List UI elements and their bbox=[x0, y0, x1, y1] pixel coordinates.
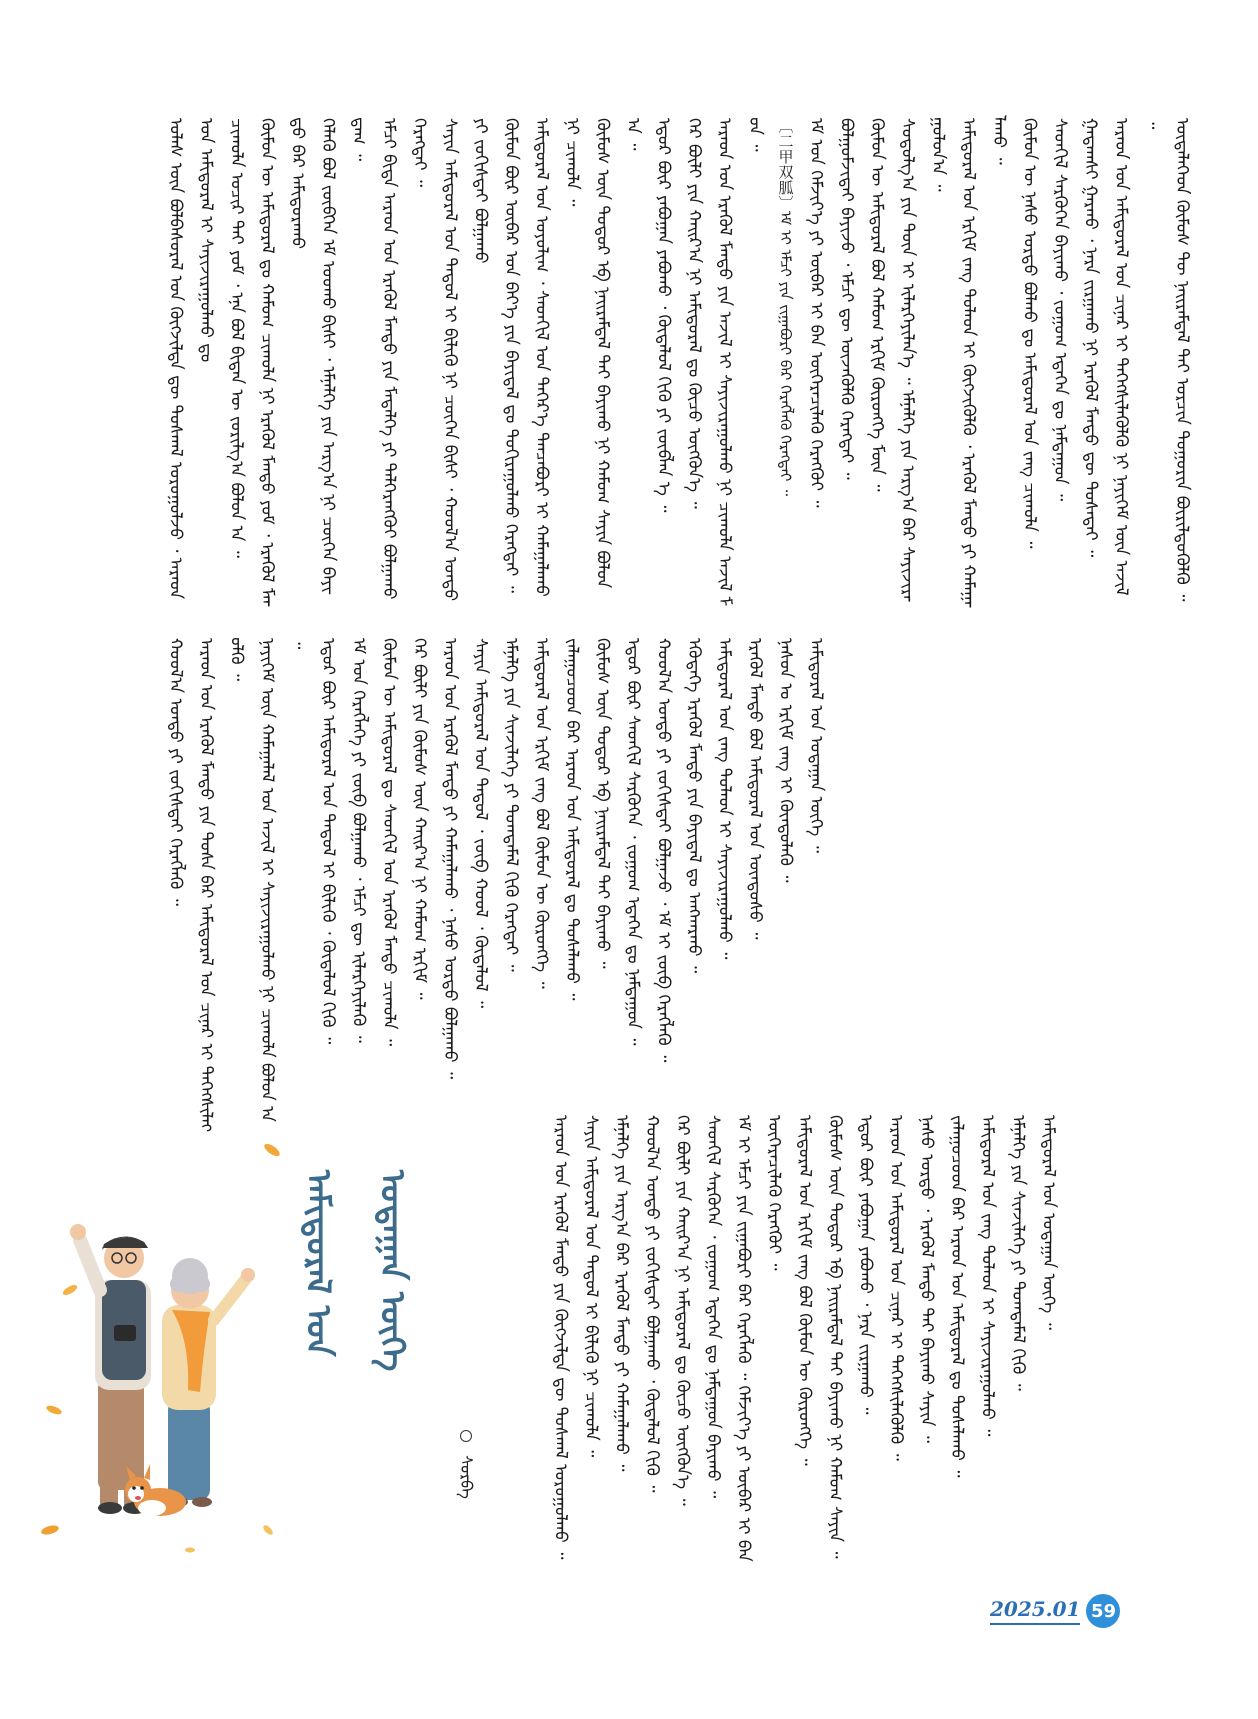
article-title-line-2: ᠤᠳᠠᠭᠠᠨ ᠦᠭᠡ bbox=[372, 1170, 412, 1372]
text-column: ᠭᠠᠳᠠᠭᠰᠢ ᠭᠠᠷᠬᠤ ᠂ ᠨᠠᠷᠠ ᠵᠢᠷᠭᠠᠬᠤ ᠨᠢ ᠡᠷᠡᠬᠦᠯ ᠮᠡᠨᠳᠦ ᠳᠦ ᠲᠤᠰᠠᠲᠠᠢ ᠃ bbox=[1080, 118, 1101, 558]
text-column: ᠪᠣᠯᠭᠣᠮᠵᠢᠲᠠᠢ ᠪᠠᠶᠢᠵᠤ ᠂ ᠡᠮᠴᠢ ᠳᠦ ᠦᠵᠡᠭᠦᠯᠬᠦ ᠬᠡᠷᠡᠭᠲᠡᠢ ᠃ bbox=[836, 118, 857, 480]
text-column: ᠨᠠᠰᠤᠨ ᠤ ᠡᠷᠬᠢᠮ ᠵᠠᠩ ᠢ ᠬᠦᠨᠳᠦᠯᠡᠬᠦ ᠃ bbox=[775, 638, 796, 883]
text-column: ᠠᠷᠠᠳ ᠤᠨ ᠡᠷᠡᠬᠦᠯ ᠮᠡᠨᠳᠦ ᠶᠢᠨ ᠬᠥᠭᠵᠢᠯᠲᠡ ᠳᠦ ᠳᠤᠰᠬᠠᠯ ᠣᠷᠤᠭᠤᠯᠬᠤ ᠃ bbox=[550, 1115, 571, 1560]
text-column: ᠬᠦᠮᠦᠨ ᠦ ᠠᠮᠢᠳᠤᠷᠠᠯ ᠳᠤ ᠰᠡᠳᠬᠢᠯ ᠤᠨ ᠡᠷᠡᠬᠦᠯ ᠮᠡᠨᠳᠦ ᠴᠢᠬᠤᠯᠠ ᠃ bbox=[379, 638, 399, 1047]
text-column: ᠬᠦᠮᠦᠨ ᠦ ᠠᠮᠢᠳᠤᠷᠠᠯ ᠳᠤ ᠬᠠᠮᠤᠭ ᠴᠢᠬᠤᠯᠠ ᠨᠢ ᠡᠷᠡᠬᠦᠯ ᠮᠡᠨᠳᠦ ᠶᠤᠮ ᠂ ᠡᠷᠡᠬᠦᠯ ᠮᠡᠨᠳᠦ ᠪᠡᠷ ᠠᠮᠢᠳᠤᠷᠠᠬᠤ bbox=[257, 118, 308, 606]
text-column: ᠭᠡᠷ ᠪᠦᠯᠢ ᠶᠢᠨ ᠬᠦᠮᠦᠰ ᠦᠨ ᠬᠠᠢᠷ᠎ᠠ ᠨᠢ ᠬᠠᠮᠤᠭ ᠡᠷᠬᠢᠮ ᠃ bbox=[409, 638, 430, 1000]
article-title bbox=[300, 1170, 410, 1540]
article-title-line-1: ᠠᠮᠢᠳᠤᠷᠠᠯ ᠤᠨ bbox=[298, 1170, 338, 1357]
issue-date: 2025.01 bbox=[990, 1597, 1080, 1625]
woman-figure bbox=[162, 1258, 255, 1507]
text-column: ᠡᠮ ᠢ ᠡᠮᠴᠢ ᠶᠢᠨ ᠵᠢᠭᠠᠪᠤᠷᠢ ᠪᠡᠷ ᠬᠡᠷᠡᠭᠯᠡᠬᠦ ᠃ ᠬᠡᠮᠵᠢᠶ᠎ᠡ ᠶᠢ ᠥᠪᠡᠷ ᠢ ᠪᠡᠨ ᠥᠭᠡᠷᠡᠴᠢᠯᠡᠬᠦ ᠬᠡᠷᠡᠭᠭᠦᠢ ᠃ bbox=[733, 1115, 784, 1562]
leaf-icon bbox=[61, 1283, 78, 1297]
text-column: ᠡᠳᠦᠷ ᠪᠦᠷ ᠠᠮᠢᠳᠤᠷᠠᠯ ᠤᠨ ᠳᠠᠳᠤᠯ ᠢ ᠪᠢᠯᠢᠬᠦ ᠂ ᠬᠥᠳᠡᠯᠦᠯ ᠬᠢᠬᠦ ᠃ bbox=[318, 638, 338, 1045]
text-column: ᠡᠮᠴᠢ ᠪᠢᠳᠡ ᠠᠷᠠᠳ ᠤᠨ ᠡᠷᠡᠬᠦᠯ ᠮᠡᠨᠳᠦ ᠶᠢᠨ ᠮᠡᠳᠡᠯᠭᠡ ᠶᠢ ᠳᠡᠯᠭᠡᠷᠡᠩᠭᠦᠢ ᠪᠣᠯᠭᠠᠬᠤ ᠬᠡᠷᠡᠭᠲᠡᠢ ᠃ bbox=[379, 118, 430, 600]
text-column: ᠡᠮᠨᠡᠯᠭᠡ ᠶᠢᠨ ᠰᠢᠨᠵᠢᠯᠡᠭᠡ ᠶᠢ ᠲᠣᠭᠲᠠᠮᠠᠯ ᠬᠢᠬᠦ ᠃ bbox=[1008, 1115, 1028, 1391]
text-column: ᠰᠠᠶᠢᠨ ᠠᠮᠢᠳᠤᠷᠠᠯ ᠤᠨ ᠳᠠᠳᠤᠯ ᠂ ᠵᠥᠪ ᠬᠣᠣᠯ ᠂ ᠬᠥᠳᠡᠯᠦᠯ ᠃ bbox=[470, 638, 491, 1009]
text-column: ᠠᠷᠠᠳ ᠤᠨ ᠡᠷᠡᠬᠦᠯ ᠮᠡᠨᠳᠦ ᠶᠢ ᠬᠠᠮᠠᠭᠠᠯᠠᠬᠤ ᠂ ᠨᠠᠰᠤ ᠤᠷᠲᠤ ᠪᠣᠯᠭᠠᠬᠤ ᠃ bbox=[440, 638, 460, 1080]
text-column: ᠰᠠᠶᠢᠨ ᠠᠮᠢᠳᠤᠷᠠᠯ ᠤᠨ ᠳᠠᠳᠤᠯ ᠢ ᠪᠢᠯᠢᠬᠦ ᠨᠢ ᠴᠢᠬᠤᠯᠠ ᠃ bbox=[581, 1115, 601, 1458]
text-column: ᠠᠮᠢᠳᠤᠷᠠᠯ ᠤᠨ ᠤᠶᠤᠯᠢᠭ ᠂ ᠰᠡᠳᠬᠢᠯ ᠤᠨ ᠳᠡᠭᠡᠷ᠎ᠡ ᠲᠡᠨᠴᠡᠪᠦᠷᠢ ᠢ ᠬᠠᠮᠠᠭᠠᠯᠠᠬᠤ ᠨᠢ ᠴᠢᠬᠤᠯᠠ ᠃ bbox=[531, 118, 582, 597]
text-column: ᠠᠷᠠᠳ ᠤᠨ ᠠᠮᠢᠳᠤᠷᠠᠯ ᠤᠨ ᠴᠢᠨᠠᠷ ᠢ ᠳᠡᠭᠡᠭᠰᠢᠯᠡᠭᠦᠯᠬᠦ ᠃ bbox=[886, 1115, 906, 1461]
text-column: ᠠᠷᠠᠳ ᠤᠨ ᠡᠷᠡᠬᠦᠯ ᠮᠡᠨᠳᠦ ᠶᠢᠨ ᠲᠤᠰᠠ ᠪᠠᠷ ᠠᠮᠢᠳᠤᠷᠠᠯ ᠤᠨ ᠴᠢᠨᠠᠷ ᠢ ᠳᠡᠭᠡᠭᠰᠢᠯᠡᠭᠦᠯᠬᠦ ᠃ bbox=[196, 638, 247, 1131]
text-column: ᠨᠡᠶᠢᠭᠡᠮ ᠦᠨ ᠬᠠᠮᠠᠭᠠᠯᠠᠯ ᠤᠨ ᠠᠵᠢᠯ ᠢ ᠰᠠᠶᠢᠵᠢᠷᠠᠭᠤᠯᠬᠤ ᠨᠢ ᠴᠢᠬᠤᠯᠠ ᠪᠣᠯᠤᠨ ᠠ ᠃ bbox=[257, 638, 308, 1122]
text-column: ᠠᠮᠢᠳᠤᠷᠠᠯ ᠤᠨ ᠤᠳᠠᠭᠠᠨ ᠦᠭᠡ ᠃ bbox=[1038, 1115, 1059, 1330]
text-column: ᠰᠡᠳᠬᠢᠯ ᠰᠡᠷᠭᠦᠭᠡᠨ ᠪᠠᠶᠢᠬᠤ ᠂ ᠵᠣᠭᠣᠭ ᠡᠳᠡᠭᠡᠨ ᠳᠤ ᠨᠠᠮᠳᠠᠭᠤᠨ ᠃ bbox=[1050, 118, 1070, 502]
text-column: ᠨᠠᠰᠤ ᠤᠷᠲᠤ ᠂ ᠡᠷᠡᠬᠦᠯ ᠮᠡᠨᠳᠦ ᠲᠡᠢ ᠪᠠᠶᠢᠬᠤ ᠰᠠᠶᠢᠨ ᠃ bbox=[916, 1115, 937, 1443]
text-column: ᠬᠦᠮᠦᠨ ᠦ ᠨᠠᠰᠤ ᠤᠷᠲᠤ ᠪᠣᠯᠬᠤ ᠳᠤ ᠠᠮᠢᠳᠤᠷᠠᠯ ᠤᠨ ᠵᠠᠩ ᠴᠢᠬᠤᠯᠠ ᠃ bbox=[1019, 118, 1040, 549]
article-text-lower bbox=[545, 1115, 1070, 1570]
text-column: ᠭᠡᠷ ᠪᠦᠯᠢ ᠶᠢᠨ ᠬᠠᠢᠷ᠎ᠠ ᠨᠢ ᠠᠮᠢᠳᠤᠷᠠᠯ ᠳᠤ ᠬᠦᠴᠦ ᠥᠭᠭᠦᠨ᠎ᠡ ᠃ bbox=[684, 118, 704, 509]
text-column: ᠵᠠᠯᠠᠭᠤᠴᠤᠳ ᠪᠡᠷ ᠠᠷᠠᠳ ᠤᠨ ᠠᠮᠢᠳᠤᠷᠠᠯ ᠳᠤ ᠲᠤᠰᠠᠯᠠᠬᠤ ᠃ bbox=[947, 1115, 967, 1478]
text-column: ᠠᠮᠢᠳᠤᠷᠠᠯ ᠤᠨ ᠤᠳᠠᠭᠠᠨ ᠦᠭᠡ ᠃ bbox=[806, 638, 826, 853]
text-column: ᠤᠯᠠᠰ ᠦᠨ ᠪᠣᠯᠪᠠᠰᠤᠷᠠᠯ ᠤᠨ ᠬᠥᠭᠵᠢᠯᠲᠡ ᠳᠦ ᠳᠤᠰᠬᠠᠯ ᠣᠷᠤᠭᠤᠯᠵᠤ ᠂ ᠠᠷᠠᠳ ᠤᠨ ᠠᠮᠢᠳᠤᠷᠠᠯ ᠢ ᠰᠠᠶᠢᠵᠢᠷᠠᠭᠤᠯᠬᠤ ᠳᠤ bbox=[165, 118, 216, 600]
text-column: ᠬᠦᠮᠦᠰ ᠦᠨ ᠳᠤᠳᠤᠷ ᠡᠪ ᠨᠠᠢᠷᠠᠮᠳᠠᠯ ᠲᠠᠢ ᠪᠠᠶᠢᠬᠤ ᠨᠢ ᠬᠠᠮᠤᠭ ᠰᠠᠶᠢᠨ ᠃ bbox=[825, 1115, 845, 1559]
text-column: 〔二甲双胍〕ᠡᠮ ᠢ ᠡᠮᠴᠢ ᠶᠢᠨ ᠵᠢᠭᠠᠪᠤᠷᠢ ᠪᠡᠷ ᠬᠡᠷᠡᠭᠯᠡᠬᠦ ᠬᠡᠷᠡᠭᠲᠡᠢ ᠃ bbox=[776, 118, 795, 497]
text-column: ᠠᠮᠢᠳᠤᠷᠠᠯ ᠤᠨ ᠡᠷᠬᠢᠮ ᠵᠠᠩ ᠪᠣᠯ ᠬᠦᠮᠦᠨ ᠦ ᠬᠥᠷᠥᠩᠭᠡ ᠃ bbox=[531, 638, 552, 989]
text-column: ᠬᠡᠯᠡᠬᠦ ᠪᠣᠯ ᠵᠥᠪᠬᠡᠨ ᠡᠮ ᠤᠤᠬᠤ ᠪᠢᠰᠢ ᠂ ᠡᠮᠨᠡᠯᠭᠡ ᠶᠢᠨ ᠠᠷᠭ᠎ᠠ ᠨᠢ ᠴᠥᠭᠡᠨ ᠪᠠᠶᠢᠳᠠᠭ ᠃ bbox=[318, 118, 369, 594]
text-column: ᠠᠮᠢᠳᠤᠷᠠᠯ ᠤᠨ ᠵᠠᠩ ᠲᠤᠯᠠᠳ ᠢ ᠰᠠᠶᠢᠵᠢᠷᠠᠭᠤᠯᠬᠤ ᠃ bbox=[714, 638, 735, 960]
text-column: ᠡᠮᠨᠡᠯᠭᠡ ᠶᠢᠨ ᠰᠢᠨᠵᠢᠯᠡᠭᠡ ᠶᠢ ᠲᠣᠭᠲᠠᠮᠠᠯ ᠬᠢᠬᠦ ᠬᠡᠷᠡᠭᠲᠡᠢ ᠃ bbox=[501, 638, 521, 972]
text-column: ᠠᠮᠢᠳᠤᠷᠠᠯ ᠤᠨ ᠵᠠᠩ ᠲᠤᠯᠠᠳ ᠢ ᠰᠠᠶᠢᠵᠢᠷᠠᠭᠤᠯᠬᠤ ᠃ bbox=[977, 1115, 998, 1437]
text-column: ᠡᠳᠦᠷ ᠪᠦᠷ ᠶᠠᠪᠤᠭᠠᠨ ᠶᠠᠪᠤᠬᠤ ᠂ ᠬᠥᠳᠡᠯᠦᠯ ᠬᠢᠬᠦ ᠶᠢ ᠵᠥᠪᠯᠡᠨ ᠡ ᠃ bbox=[653, 118, 674, 513]
circle-icon bbox=[460, 1430, 472, 1442]
author-name: ᠰᠤᠷᠪᠠ bbox=[457, 1455, 476, 1499]
leaf-icon bbox=[262, 1524, 275, 1537]
text-column: ᠭᠡᠷ ᠪᠦᠯᠢ ᠶᠢᠨ ᠬᠠᠢᠷ᠎ᠠ ᠨᠢ ᠠᠮᠢᠳᠤᠷᠠᠯ ᠳᠤ ᠬᠦᠴᠦ ᠥᠭᠭᠦᠨ᠎ᠡ ᠃ bbox=[672, 1115, 693, 1506]
text-column: ᠬᠦᠮᠦᠨ ᠪᠦᠷ ᠥᠪᠡᠷ ᠤᠨ ᠪᠡᠶ᠎ᠡ ᠶᠢᠨ ᠪᠠᠶᠢᠳᠠᠯ ᠳᠤ ᠲᠣᠬᠢᠷᠠᠭᠤᠯᠬᠤ ᠬᠡᠷᠡᠭᠲᠡᠢ ᠃ bbox=[501, 118, 521, 593]
text-column: ᠬᠣᠣᠯ᠎ᠠ ᠤᠨᠳᠤ ᠶᠢ ᠵᠣᠬᠢᠰᠲᠠᠢ ᠬᠡᠷᠡᠭᠯᠡᠬᠦ ᠃ bbox=[165, 638, 186, 906]
text-column: ᠰᠣᠳᠤᠯᠭ᠎ᠠ ᠶᠢᠨ ᠳᠦᠨ ᠢ ᠢᠯᠡᠷᠬᠡᠶᠢᠯᠡᠨ᠎ᠡ ᠃ ᠡᠮᠨᠡᠯᠭᠡ ᠶᠢᠨ ᠠᠷᠭ᠎ᠠ ᠪᠠᠷ ᠰᠠᠶᠢᠵᠢᠷᠠᠭᠤᠯᠤᠨ᠎ᠠ ᠃ bbox=[897, 118, 948, 602]
man-figure bbox=[70, 1224, 151, 1514]
text-column: ᠡᠷᠡᠬᠦᠯ ᠮᠡᠨᠳᠦ ᠪᠣᠯ ᠠᠮᠢᠳᠤᠷᠠᠯ ᠤᠨ ᠦᠨᠳᠦᠰᠦ ᠃ bbox=[745, 638, 765, 940]
author-byline bbox=[452, 1430, 480, 1499]
text-column: ᠠᠷᠠᠳ ᠤᠨ ᠡᠷᠡᠬᠦᠯ ᠮᠡᠨᠳᠦ ᠶᠢᠨ ᠠᠵᠢᠯ ᠢ ᠰᠠᠶᠢᠵᠢᠷᠠᠭᠤᠯᠬᠤ ᠨᠢ ᠴᠢᠬᠤᠯᠠ ᠠᠵᠢᠯ ᠮᠥᠨ ᠃ bbox=[714, 118, 765, 605]
leaf-icon bbox=[40, 1524, 59, 1536]
text-column: ᠰᠡᠳᠬᠢᠯ ᠰᠡᠷᠭᠦᠭᠡᠨ ᠂ ᠵᠣᠭᠣᠭ ᠡᠳᠡᠭᠡᠨ ᠳᠤ ᠨᠠᠮᠳᠠᠭᠤᠨ ᠪᠠᠶᠢᠬᠤ ᠃ bbox=[703, 1115, 723, 1499]
text-column: ᠡᠮ ᠤᠨ ᠬᠡᠷᠡᠭᠯᠡᠭᠡ ᠶᠢ ᠵᠥᠪ ᠪᠣᠯᠭᠠᠬᠤ ᠂ ᠡᠮᠴᠢ ᠳᠦ ᠢᠯᠡᠷᠬᠡᠶᠢᠯᠡᠬᠦ ᠃ bbox=[348, 638, 369, 1043]
text-column: ᠡᠮ ᠤᠨ ᠬᠡᠮᠵᠢᠶ᠎ᠡ ᠶᠢ ᠥᠪᠡᠷ ᠢ ᠪᠡᠨ ᠥᠭᠡᠷᠡᠴᠢᠯᠡᠬᠦ ᠬᠡᠷᠡᠭᠭᠦᠢ ᠃ bbox=[806, 118, 826, 508]
page-number: 59 bbox=[1086, 1594, 1120, 1628]
text-column: ᠠᠷᠠᠳ ᠤᠨ ᠠᠮᠢᠳᠤᠷᠠᠯ ᠤᠨ ᠴᠢᠨᠠᠷ ᠢ ᠳᠡᠭᠡᠭᠰᠢᠯᠡᠭᠦᠯᠬᠦ ᠨᠢ ᠨᠡᠶᠢᠭᠡᠮ ᠦᠨ ᠠᠵᠢᠯ ᠃ bbox=[1111, 118, 1162, 596]
page-footer bbox=[990, 1594, 1120, 1628]
leaf-icon bbox=[185, 1548, 195, 1553]
text-column: ᠡᠳᠦᠷ ᠪᠦᠷ ᠰᠡᠳᠬᠢᠯ ᠰᠡᠷᠭᠦᠭᠡᠨ ᠂ ᠵᠣᠭᠣᠭ ᠡᠳᠡᠭᠡᠨ ᠳᠤ ᠨᠠᠮᠳᠠᠭᠤᠨ ᠃ bbox=[623, 638, 643, 1046]
text-column: ᠬᠦᠮᠦᠨ ᠦ ᠠᠮᠢᠳᠤᠷᠠᠯ ᠪᠣᠯ ᠬᠠᠮᠤᠭ ᠡᠷᠬᠢᠮ ᠬᠥᠷᠥᠩᠭᠡ ᠮᠥᠨ ᠃ bbox=[867, 118, 887, 492]
text-column: ᠬᠣᠣᠯ᠎ᠠ ᠤᠨᠳᠤ ᠶᠢ ᠵᠣᠬᠢᠰᠲᠠᠢ ᠪᠣᠯᠭᠠᠬᠤ ᠂ ᠬᠥᠳᠡᠯᠦᠯ ᠬᠢᠬᠦ ᠃ bbox=[642, 1115, 662, 1493]
text-column: ᠵᠠᠯᠠᠭᠤᠴᠤᠳ ᠪᠡᠷ ᠠᠷᠠᠳ ᠤᠨ ᠠᠮᠢᠳᠤᠷᠠᠯ ᠳᠤ ᠲᠤᠰᠠᠯᠠᠬᠤ ᠃ bbox=[562, 638, 582, 1001]
text-column: ᠠᠮᠢᠳᠤᠷᠠᠯ ᠤᠨ ᠡᠷᠬᠢᠮ ᠵᠠᠩ ᠲᠤᠯᠠᠳ ᠢ ᠬᠥᠭᠵᠢᠭᠦᠯᠬᠦ ᠂ ᠡᠷᠡᠬᠦᠯ ᠮᠡᠨᠳᠦ ᠶᠢ ᠬᠠᠮᠠᠭᠠᠯᠠᠬᠤ ᠃ bbox=[958, 118, 1009, 607]
elderly-couple-illustration bbox=[40, 1130, 300, 1560]
leaf-icon bbox=[45, 1404, 62, 1416]
text-column: ᠡᠭᠦᠳᠡᠭᠡ ᠡᠷᠡᠬᠦᠯ ᠮᠡᠨᠳᠦ ᠶᠢᠨ ᠪᠠᠶᠢᠳᠠᠯ ᠳᠤ ᠠᠩᠬᠠᠷᠬᠤ ᠃ bbox=[684, 638, 704, 974]
article-text-upper bbox=[160, 118, 1192, 608]
text-column: ᠬᠦᠮᠦᠰ ᠦᠨ ᠳᠤᠳᠤᠷ ᠡᠪ ᠨᠠᠢᠷᠠᠮᠳᠠᠯ ᠲᠠᠢ ᠪᠠᠶᠢᠬᠤ ᠨᠢ ᠬᠠᠮᠤᠭ ᠰᠠᠶᠢᠨ ᠪᠣᠯᠤᠨ ᠠ ᠃ bbox=[592, 118, 643, 589]
text-column: ᠡᠳᠦᠷ ᠪᠦᠷ ᠶᠠᠪᠤᠭᠠᠨ ᠶᠠᠪᠤᠬᠤ ᠂ ᠨᠠᠷᠠ ᠵᠢᠷᠭᠠᠬᠤ ᠃ bbox=[855, 1115, 876, 1415]
text-column: ᠡᠮᠨᠡᠯᠭᠡ ᠶᠢᠨ ᠠᠷᠭ᠎ᠠ ᠪᠠᠷ ᠡᠷᠡᠬᠦᠯ ᠮᠡᠨᠳᠦ ᠶᠢ ᠬᠠᠮᠠᠭᠠᠯᠠᠬᠤ ᠃ bbox=[611, 1115, 632, 1472]
text-column: ᠠᠮᠢᠳᠤᠷᠠᠯ ᠤᠨ ᠡᠷᠬᠢᠮ ᠵᠠᠩ ᠪᠣᠯ ᠬᠦᠮᠦᠨ ᠦ ᠬᠥᠷᠥᠩᠭᠡ ᠃ bbox=[794, 1115, 815, 1466]
text-column: ᠰᠠᠶᠢᠨ ᠠᠮᠢᠳᠤᠷᠠᠯ ᠤᠨ ᠳᠠᠳᠤᠯ ᠢ ᠪᠢᠯᠢᠬᠦ ᠨᠢ ᠴᠥᠭᠡᠨ ᠪᠢᠰᠢ ᠂ ᠬᠣᠣᠯ᠎ᠠ ᠤᠨᠳᠤ ᠶᠢ ᠵᠣᠬᠢᠰᠲᠠᠢ ᠪᠣᠯᠭᠠᠬᠤ bbox=[440, 118, 491, 602]
text-column: ᠴᠢᠬᠤᠯᠠ ᠤᠴᠢᠷ ᠲᠠᠢ ᠶᠤᠮ ᠂ ᠡᠨᠡ ᠪᠣᠯ ᠪᠢᠳᠡᠨ ᠦ ᠵᠣᠷᠢᠯᠭ᠎ᠠ ᠪᠣᠯᠤᠨ ᠠ ᠃ bbox=[226, 118, 247, 558]
text-column: ᠬᠦᠮᠦᠰ ᠦᠨ ᠳᠤᠳᠤᠷ ᠡᠪ ᠨᠠᠢᠷᠠᠮᠳᠠᠯ ᠲᠠᠢ ᠪᠠᠶᠢᠬᠤ ᠃ bbox=[592, 638, 613, 969]
text-column: ᠬᠣᠣᠯ᠎ᠠ ᠤᠨᠳᠤ ᠶᠢ ᠵᠣᠬᠢᠰᠲᠠᠢ ᠪᠣᠯᠭᠠᠵᠤ ᠂ ᠡᠮ ᠢ ᠵᠥᠪ ᠬᠡᠷᠡᠭᠯᠡᠬᠦ ᠃ bbox=[653, 638, 674, 1063]
article-text-middle bbox=[160, 638, 1060, 1138]
leaf-icon bbox=[262, 1142, 281, 1159]
text-column: ᠥᠳᠡᠯᠡᠭᠡᠳ ᠬᠦᠮᠦᠰ ᠲᠦ ᠨᠠᠢᠷᠠᠮᠳᠠᠯ ᠲᠠᠢ ᠣᠷᠴᠢᠨ ᠲᠣᠭᠣᠷᠢᠨ ᠪᠦᠷᠢᠯᠳᠦᠭᠦᠯᠬᠦ ᠃ bbox=[1172, 118, 1192, 602]
